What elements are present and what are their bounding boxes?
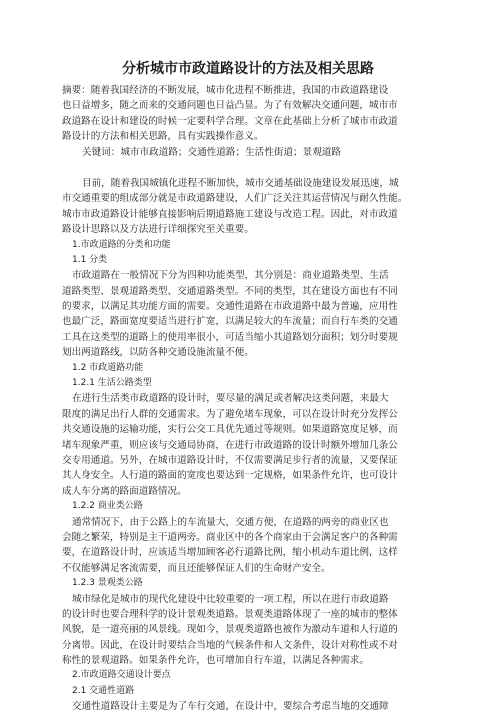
paragraph-line: 不仅能够满足客流需要，而且还能够保证人们的生命财产安全。: [62, 562, 331, 574]
paragraph-line: 交通性道路设计主要是为了车行交通，在设计中，要综合考虑当地的交通障: [72, 701, 389, 713]
paragraph-line: 会随之繁荣，特别是主干道两旁。商业区中的各个商家由于会满足客户的各种需: [62, 531, 398, 543]
abstract: [62, 83, 434, 145]
paragraph-1-1: [62, 268, 434, 360]
paragraph-line: 称性的景观道路。如果条件允许，也可增加自行车道，以满足各种需求。: [62, 655, 369, 667]
paragraph-line: 分离带。因此，在设计时要结合当地的气候条件和人文条件，设计对称性或不对: [62, 639, 398, 651]
paragraph-line: 其人身安全。人行道的路面的宽度也要达到一定规格，如果条件允许，也可设计: [62, 470, 398, 482]
keywords: 关键词：城市市政道路；交通性道路；生活性街道；景观道路: [82, 146, 342, 158]
intro-paragraph: [62, 176, 434, 238]
subsection-heading-1-2-2: 1.2.2 商业类公路: [72, 501, 143, 512]
abstract-line: 路设计的方法和相关思路，具有实践操作意义。: [62, 131, 264, 143]
section-heading-2: 2.市政道路交通设计要点: [72, 670, 171, 681]
subsection-heading-1-2-3: 1.2.3 景观类公路: [72, 578, 143, 589]
abstract-line: 摘要：随着我国经济的不断发展，城市化进程不断推进，我国的市政道路建设: [62, 85, 389, 96]
section-heading-1: 1.市政道路的分类和功能: [72, 239, 171, 250]
paragraph-line: 堵车现象严重，则应该与交通局协商，在进行市政道路的设计时额外增加几条公: [62, 439, 398, 451]
intro-line: 路设计思路以及方法进行详细探究至关重要。: [62, 224, 254, 236]
spacer: [62, 160, 434, 176]
intro-line: 市交通重要的组成部分就是市政道路建设，人们广泛关注其运营情况与耐久性能。: [62, 193, 408, 205]
paragraph-line: 在进行生活类市政道路的设计时，要尽量的满足或者解决这类问题，来最大: [72, 393, 389, 405]
paragraph-line: 也最广泛，路面宽度要适当进行扩宽，以满足较大的车流量；而自行车类的交通: [62, 316, 398, 328]
paragraph-line: 成人车分离的路面道路情况。: [62, 485, 187, 497]
article-title: 分析城市市政道路设计的方法及相关思路: [122, 61, 374, 77]
paragraph-line: 道路类型、景观道路类型、交通道路类型。不同的类型，其在建设方面也有不同: [62, 285, 398, 297]
paragraph-line: 工具在这类型的道路上的使用率很小，可适当缩小其道路划分面积；划分时要规: [62, 331, 398, 343]
paragraph-line: 通常情况下，由于公路上的车流量大，交通方便，在道路的两旁的商业区也: [72, 516, 389, 528]
article-body: [62, 83, 434, 715]
paragraph-line: 限度的满足出行人群的交通需求。为了避免堵车现象，可以在设计时充分发挥公: [62, 408, 398, 420]
paragraph-line: 风貌，是一道亮丽的风景线。现如今，景观类道路也被作为激动车道和人行道的: [62, 624, 398, 636]
paragraph-line: 的设计时也要合理科学的设计景观类道路。景观类道路体现了一座的城市的整体: [62, 608, 398, 620]
paragraph-line: 共交通设施的运输功能，实行公交工具优先通过等规则。如果道路宽度足够，而: [62, 424, 398, 436]
paragraph-1-2-1: [62, 391, 434, 499]
paragraph-line: 交专用通道。另外，在城市道路设计时，不仅需要满足步行者的流量，又要保证: [62, 454, 398, 466]
intro-line: 目前，随着我国城镇化进程不断加快，城市交通基础设施建设发展迅速，城: [82, 177, 399, 189]
abstract-line: 也日益增多，随之而来的交通问题也日益凸显。为了有效解决交通问题，城市市: [62, 100, 398, 112]
paragraph-line: 划出两道路线，以防各种交通设施流量不便。: [62, 347, 254, 359]
paragraph-line: 的要求，以满足其功能方面的需要。交通性道路在市政道路中最为普遍，应用性: [62, 301, 398, 313]
paragraph-line: 市政道路在一般情况下分为四种功能类型，其分别是：商业道路类型、生活: [72, 270, 389, 282]
paragraph-1-2-2: [62, 515, 434, 577]
abstract-line: 政道路在设计和建设的时候一定要科学合理。文章在此基础上分析了城市市政道: [62, 115, 398, 127]
paragraph-line: 城市绿化是城市的现代化建设中比较重要的一项工程，所以在进行市政道路: [72, 593, 389, 605]
subsection-heading-1-2: 1.2 市政道路功能: [72, 362, 144, 373]
paragraph-line: 要，在道路设计时，应该适当增加顾客必行道路比例，缩小机动车道比例，这样: [62, 547, 398, 559]
subsection-heading-2-1: 2.1 交通性道路: [72, 685, 135, 696]
subsection-heading-1-1: 1.1 分类: [72, 254, 108, 265]
paragraph-1-2-3: [62, 592, 434, 669]
intro-line: 城市市政道路设计能够直接影响后期道路施工建设与改造工程。因此，对市政道: [62, 208, 398, 220]
subsection-heading-1-2-1: 1.2.1 生活公路类型: [72, 378, 152, 389]
